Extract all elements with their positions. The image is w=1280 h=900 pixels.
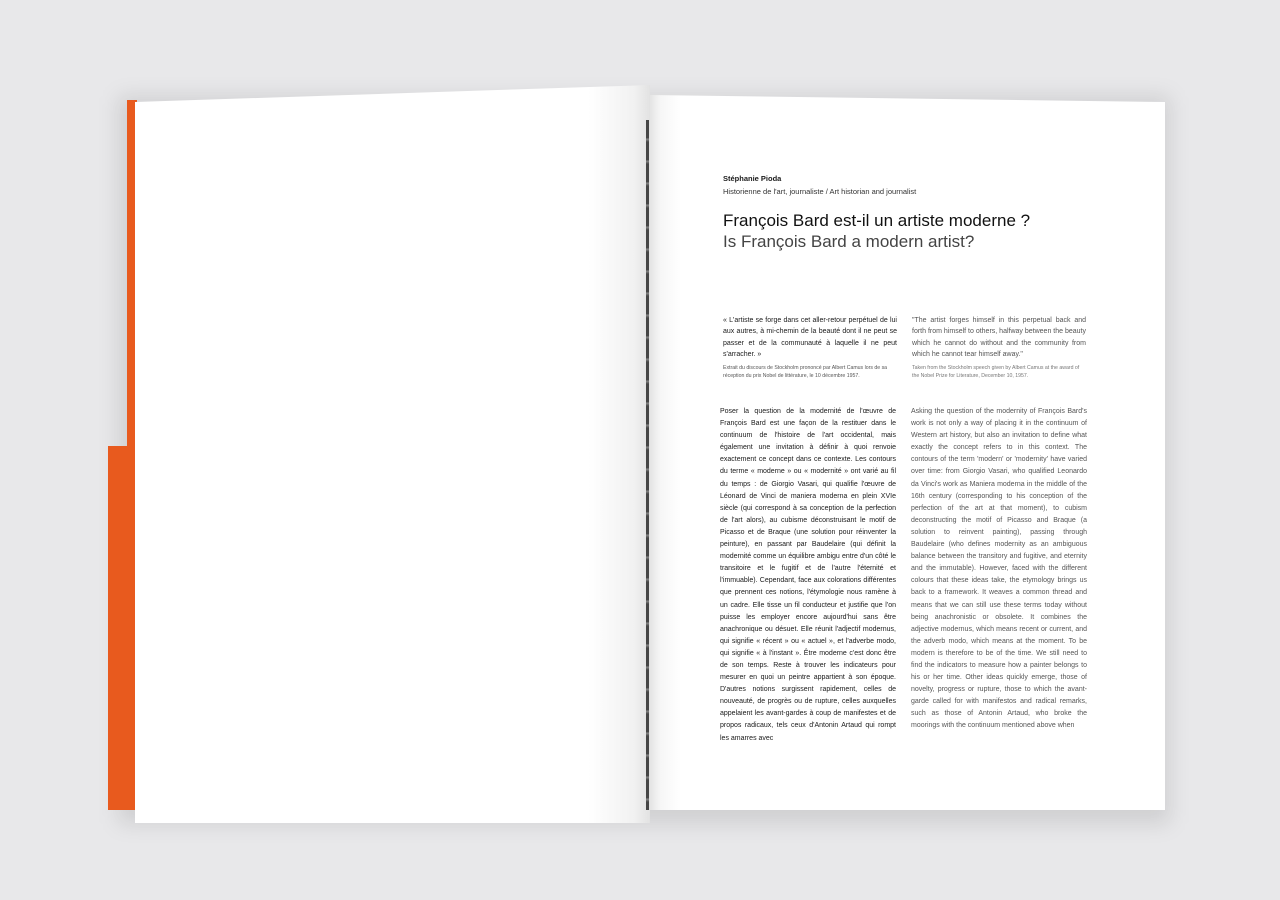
epigraph-english [912,315,1086,380]
left-blank-page [135,85,650,823]
epigraph-source-fr: Extrait du discours de Stockholm prononcé par Albert Camus lors de sa réception du prix Nobel de littérature, le 10 décembre 1957. [723,365,888,379]
author-name: Stéphanie Pioda [723,174,782,183]
epigraph-french [723,315,897,380]
book-spine [646,120,649,810]
title-english: Is François Bard a modern artist? [723,232,975,251]
epigraph-source-en: Taken from the Stockholm speech given by Albert Camus at the award of the Nobel Prize for Literature, December 10, 1957. [912,365,1080,379]
body-text-english: Asking the question of the modernity of François Bard's work is not only a way of placing it in the continuum of Western art history, but also an invitation to define what exactly the concept refers to in this context. The contours of the term 'modern' or 'modernity' have varied over time: from Giorgio Vasari, who qualified Leonardo da Vinci's work as Maniera moderna in the middle of the 16th century (corresponding to his conception of the perfection of the art at that moment), to cubism deconstructing the motif of Picasso and Braque (a solution to reinvent painting), passing through Baudelaire (who defines modernity as an ambiguous balance between the transitory and fugitive, and eternity and the immutable). However, faced with the different colours that these ideas take, the etymology brings us back to a framework. It weaves a common thread and means that we can still use these terms today without being anachronistic or obsolete. It combines the adjective modernus, which means recent or current, and the adverb modo, which means at the moment. To be modern is therefore to be of the time. We still need to find the indicators to measure how a painter belongs to his or her time. Other ideas quickly emerge, those of novelty, progress or rupture, those to which the avant-garde called for with manifestos and radical remarks, such as those of Antonin Artaud, who broke the moorings with the continuum mentioned above when [911,408,1087,730]
epigraph-quote-en: "The artist forges himself in this perpetual back and forth from himself to others, halfway between the beauty which he cannot do without and the community from which he cannot tear himself away." [912,317,1086,358]
title-french: François Bard est-il un artiste moderne ? [723,211,1031,230]
body-text-french: Poser la question de la modernité de l'œuvre de François Bard est une façon de la restituer dans le continuum de l'histoire de l'art occidental, mais également une invitation à définir à quoi renvoie exactement ce concept dans ce contexte. Les contours du terme « moderne » ou « modernité » ont varié au fil du temps : de Giorgio Vasari, qui qualifie l'œuvre de Léonard de Vinci de maniera moderna en plein XVIe siècle (qui correspond à sa conception de la perfection de l'art alors), au cubisme déconstruisant le motif de Picasso et de Braque (une solution pour réinventer la peinture), en passant par Baudelaire (qui définit la modernité comme un équilibre ambigu entre d'un côté le transitoire et le fugitif et de l'autre l'éternité et l'immuable). Cependant, face aux colorations différentes que prennent ces notions, l'étymologie nous ramène à un cadre. Elle tisse un fil conducteur et justifie que l'on puisse les employer encore aujourd'hui sans être anachronique ou désuet. Elle réunit l'adjectif modernus, qui signifie « récent » ou « actuel », et l'adverbe modo, qui signifie « à l'instant ». Être moderne c'est donc être de son temps. Reste à trouver les indicateurs pour mesurer en quoi un peintre appartient à son époque. D'autres notions surgissent rapidement, celles de nouveauté, de progrès ou de rupture, celles auxquelles appelaient les avant-gardes à coup de manifestes et de propos radicaux, tels ceux d'Antonin Artaud qui rompt les amarres avec [720,408,896,742]
epigraph-quote-fr: « L'artiste se forge dans cet aller-retour perpétuel de lui aux autres, à mi-chemin de la beauté dont il ne peut se passer et de la communauté à laquelle il ne peut s'arracher. » [723,317,897,358]
orange-cover-edge-lower [108,446,137,810]
author-role: Historienne de l'art, journaliste / Art historian and journalist [723,187,917,196]
